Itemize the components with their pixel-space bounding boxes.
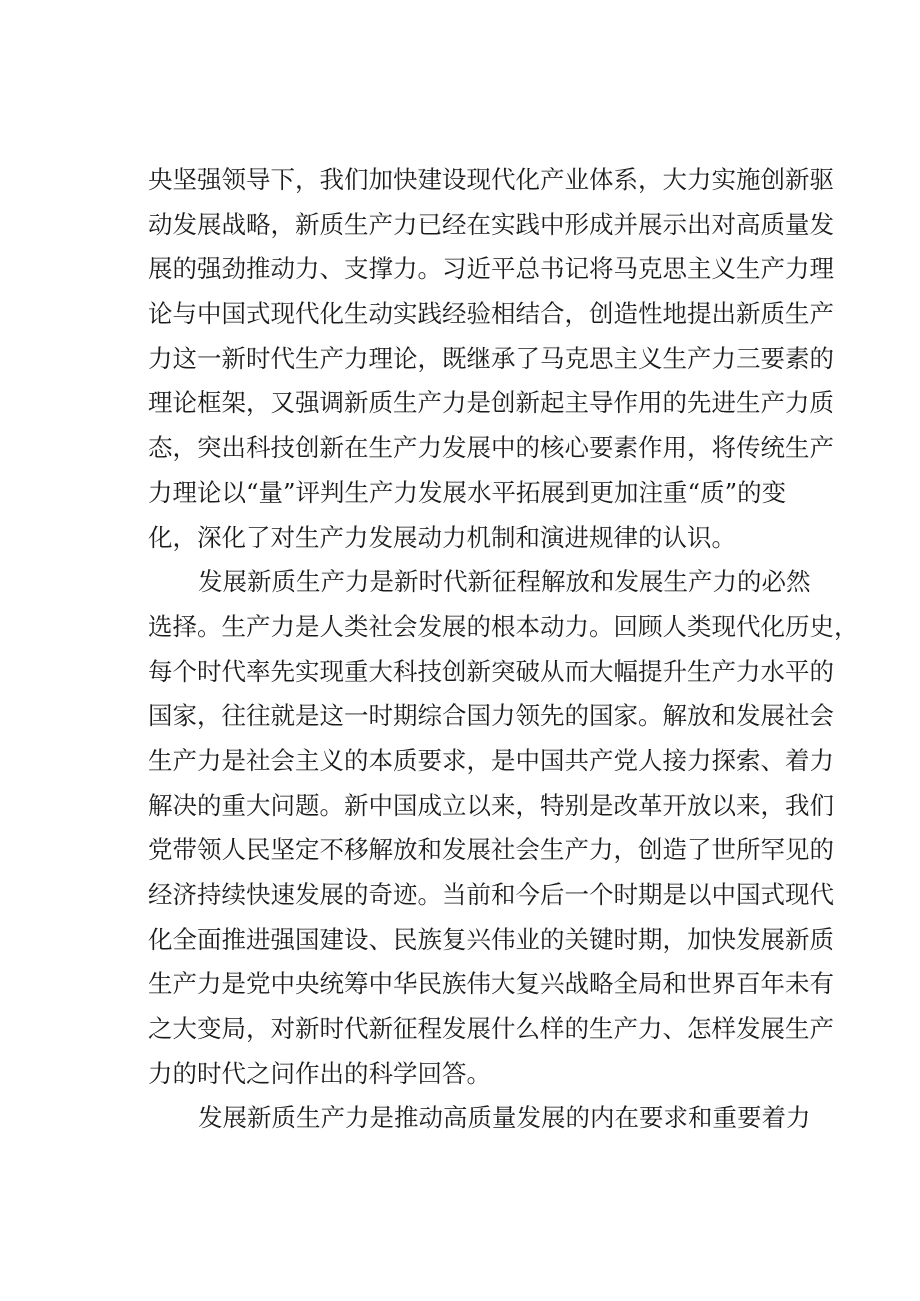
text-line: 力理论以“量”评判生产力发展水平拓展到更加注重“质”的变 xyxy=(148,477,787,507)
paragraph-1 xyxy=(148,158,834,560)
text-line: 化全面推进强国建设、民族复兴伟业的关键时期，加快发展新质 xyxy=(148,924,834,954)
text-line: 每个时代率先实现重大科技创新突破从而大幅提升生产力水平的 xyxy=(148,656,834,686)
text-line: 发展新质生产力是推动高质量发展的内在要求和重要着力 xyxy=(198,1103,811,1133)
text-line: 展的强劲推动力、支撑力。习近平总书记将马克思主义生产力理 xyxy=(148,254,834,284)
text-line: 央坚强领导下，我们加快建设现代化产业体系，大力实施创新驱 xyxy=(148,165,834,194)
text-line: 解决的重大问题。新中国成立以来，特别是改革开放以来，我们 xyxy=(148,790,834,820)
text-line: 之大变局，对新时代新征程发展什么样的生产力、怎样发展生产 xyxy=(148,1014,834,1044)
text-line: 化，深化了对生产力发展动力机制和演进规律的认识。 xyxy=(148,522,736,552)
paragraph-2 xyxy=(148,560,859,1096)
text-line: 态，突出科技创新在生产力发展中的核心要素作用，将传统生产 xyxy=(148,433,834,463)
document-body xyxy=(148,158,859,1141)
text-line: 经济持续快速发展的奇迹。当前和今后一个时期是以中国式现代 xyxy=(148,880,834,909)
text-line: 选择。生产力是人类社会发展的根本动力。回顾人类现代化历史， xyxy=(148,611,859,641)
text-line: 党带领人民坚定不移解放和发展社会生产力，创造了世所罕见的 xyxy=(148,835,834,865)
text-line: 理论框架，又强调新质生产力是创新起主导作用的先进生产力质 xyxy=(148,388,834,418)
text-line: 论与中国式现代化生动实践经验相结合，创造性地提出新质生产 xyxy=(148,299,834,329)
text-line: 力这一新时代生产力理论，既继承了马克思主义生产力三要素的 xyxy=(148,343,834,373)
text-line: 发展新质生产力是新时代新征程解放和发展生产力的必然 xyxy=(198,567,811,597)
text-line: 动发展战略，新质生产力已经在实践中形成并展示出对高质量发 xyxy=(148,209,834,239)
text-line: 国家，往往就是这一时期综合国力领先的国家。解放和发展社会 xyxy=(148,701,834,731)
paragraph-3 xyxy=(148,1096,811,1141)
text-line: 生产力是党中央统筹中华民族伟大复兴战略全局和世界百年未有 xyxy=(148,969,834,999)
text-line: 力的时代之问作出的科学回答。 xyxy=(148,1058,491,1088)
text-line: 生产力是社会主义的本质要求，是中国共产党人接力探索、着力 xyxy=(148,745,834,775)
